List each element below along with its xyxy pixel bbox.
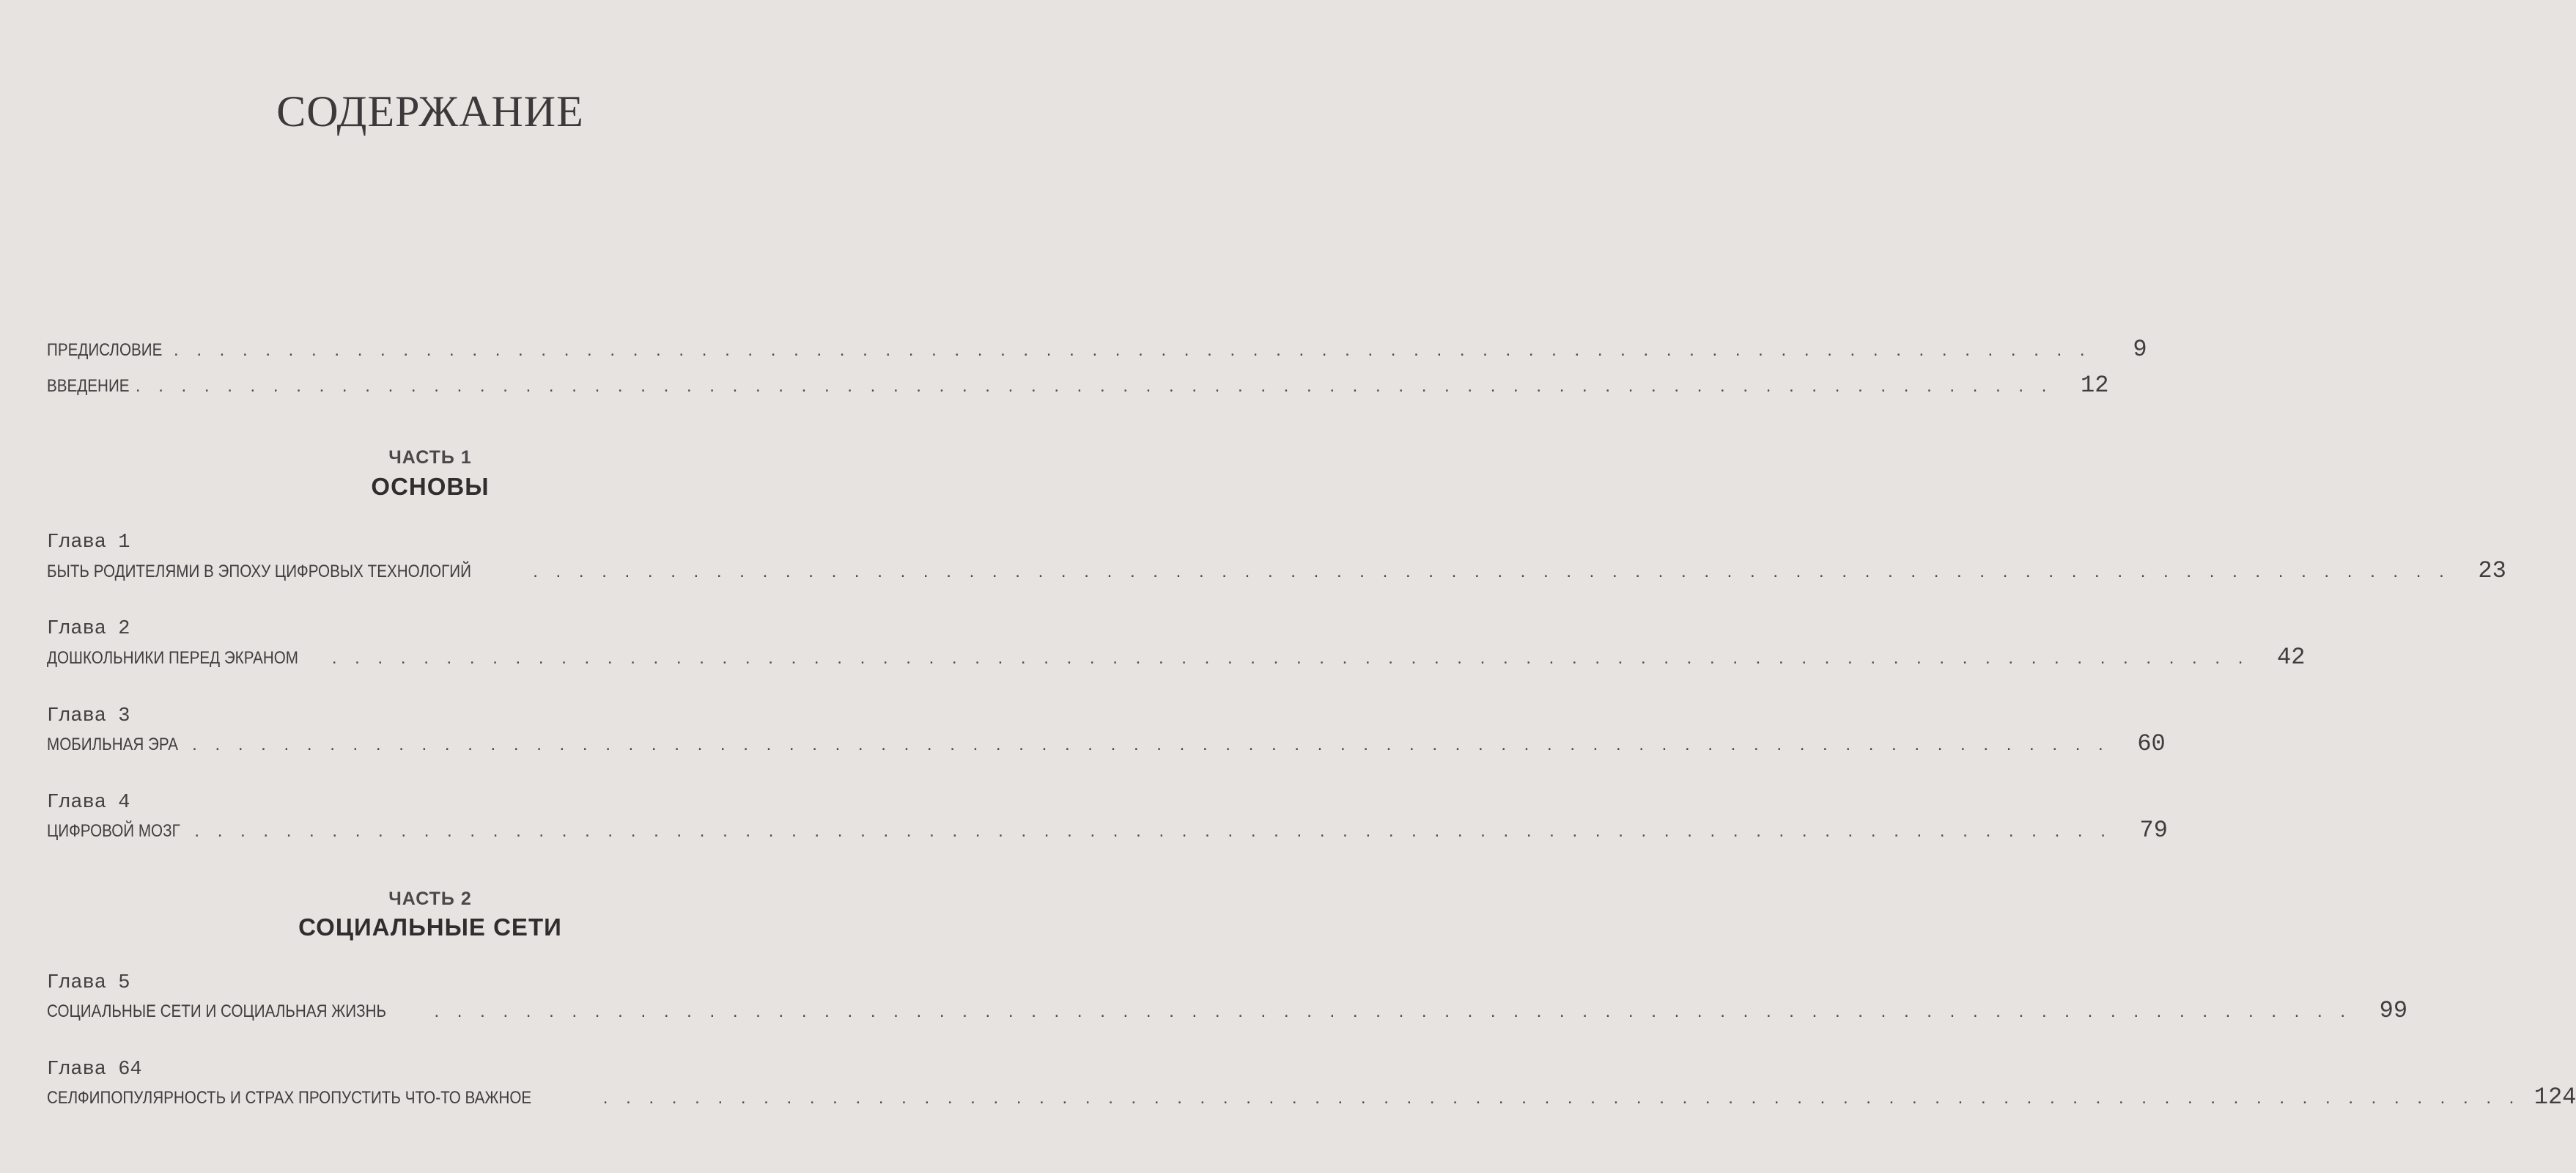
toc-entry-page: 99 xyxy=(2379,997,2408,1024)
dot-leader: . . . . . . . . . . . . . . . . . . . . . . . . . . . . . . . . . . . . . . . . . . . . . . . . . . . . . . . . . . . . . . . . . . . . . . . . . . . . . . . . . . . . xyxy=(434,1001,2352,1021)
part-number: ЧАСТЬ 1 xyxy=(388,447,472,468)
chapter-number: Глава 3 xyxy=(47,705,130,727)
part-title: СОЦИАЛЬНЫЕ СЕТИ xyxy=(298,913,562,941)
toc-entry-chapter xyxy=(47,997,2408,1024)
part-title: ОСНОВЫ xyxy=(371,473,490,500)
toc-entry-label: МОБИЛЬНАЯ ЭРА xyxy=(47,735,179,754)
dot-leader: . . . . . . . . . . . . . . . . . . . . . . . . . . . . . . . . . . . . . . . . . . . . . . . . . . . . . . . . . . . . . . . . . . . . . . . . . . . . . . . . . . . . xyxy=(192,735,2110,754)
toc-entry-page: 23 xyxy=(2478,557,2506,584)
dot-leader: . . . . . . . . . . . . . . . . . . . . . . . . . . . . . . . . . . . . . . . . . . . . . . . . . . . . . . . . . . . . . . . . . . . . . . . . . . . . . . . . . . . . xyxy=(533,562,2451,581)
toc-entry-chapter xyxy=(47,730,2166,757)
toc-entry-label: СОЦИАЛЬНЫЕ СЕТИ И СОЦИАЛЬНАЯ ЖИЗНЬ xyxy=(47,1001,387,1021)
toc-entry-page: 9 xyxy=(2133,336,2147,363)
chapter-number: Глава 1 xyxy=(47,532,130,554)
dot-leader: . . . . . . . . . . . . . . . . . . . . . . . . . . . . . . . . . . . . . . . . . . . . . . . . . . . . . . . . . . . . . . . . . . . . . . . . . . . . . . . . . . . . xyxy=(331,648,2250,668)
toc-entry-page: 79 xyxy=(2139,817,2168,844)
toc-entry-chapter xyxy=(47,1084,2576,1111)
toc-entry-label: ДОШКОЛЬНИКИ ПЕРЕД ЭКРАНОМ xyxy=(47,648,299,668)
chapter-number: Глава 5 xyxy=(47,972,130,994)
toc-entry-label: ВВЕДЕНИЕ xyxy=(47,376,130,396)
dot-leader: . . . . . . . . . . . . . . . . . . . . . . . . . . . . . . . . . . . . . . . . . . . . . . . . . . . . . . . . . . . . . . . . . . . . . . . . . . . . . . . . . . . . xyxy=(602,1088,2521,1108)
toc-entry-label: ПРЕДИСЛОВИЕ xyxy=(47,340,163,360)
chapter-number: Глава 64 xyxy=(47,1059,142,1081)
chapter-number: Глава 4 xyxy=(47,792,130,814)
toc-entry-label: БЫТЬ РОДИТЕЛЯМИ В ЭПОХУ ЦИФРОВЫХ ТЕХНОЛОГИЙ xyxy=(47,562,471,581)
toc-entry-page: 60 xyxy=(2137,730,2166,757)
toc-entry-preface xyxy=(47,336,2147,363)
chapter-number: Глава 2 xyxy=(47,618,130,640)
part-number: ЧАСТЬ 2 xyxy=(388,889,472,909)
toc-entry-chapter xyxy=(47,557,2506,584)
toc-entry-introduction xyxy=(47,372,2109,399)
dot-leader: . . . . . . . . . . . . . . . . . . . . . . . . . . . . . . . . . . . . . . . . . . . . . . . . . . . . . . . . . . . . . . . . . . . . . . . . . . . . . . . . . . . . xyxy=(174,340,2092,360)
toc-entry-chapter xyxy=(47,817,2168,844)
toc-entry-chapter xyxy=(47,644,2306,671)
toc-entry-page: 124 xyxy=(2533,1084,2576,1111)
dot-leader: . . . . . . . . . . . . . . . . . . . . . . . . . . . . . . . . . . . . . . . . . . . . . . . . . . . . . . . . . . . . . . . . . . . . . . . . . . . . . . . . . . . . xyxy=(135,376,2053,396)
toc-entry-label: ЦИФРОВОЙ МОЗГ xyxy=(47,821,180,841)
toc-entry-page: 42 xyxy=(2277,644,2306,671)
toc-entry-page: 12 xyxy=(2081,372,2109,399)
toc-entry-label: СЕЛФИПОПУЛЯРНОСТЬ И СТРАХ ПРОПУСТИТЬ ЧТО-ТО ВАЖНОЕ xyxy=(47,1088,532,1108)
dot-leader: . . . . . . . . . . . . . . . . . . . . . . . . . . . . . . . . . . . . . . . . . . . . . . . . . . . . . . . . . . . . . . . . . . . . . . . . . . . . . . . . . . . . xyxy=(194,821,2112,841)
page-title: СОДЕРЖАНИЕ xyxy=(276,87,584,136)
